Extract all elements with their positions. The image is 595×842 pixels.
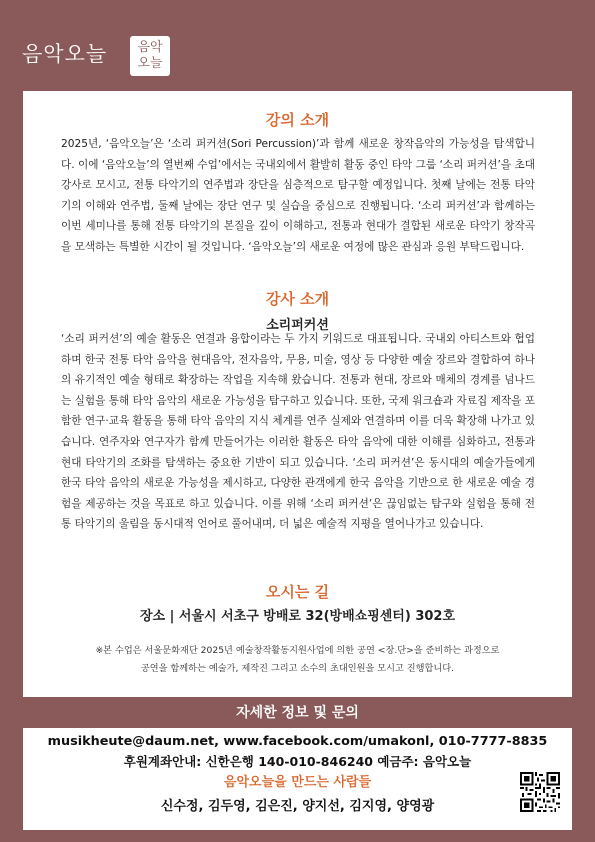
footnote-line2: 공연을 함께하는 예술가, 제작진 그리고 소수의 초대인원을 모시고 진행합니다.	[140, 663, 455, 674]
brand-logo-line2: 오늘	[137, 56, 163, 71]
location-text: 장소 | 서울시 서초구 방배로 32(방배쇼핑센터) 302호	[139, 609, 456, 624]
contact-info: musikheute@daum.net, www.facebook.com/umakonl, 010-7777-8835	[47, 734, 548, 749]
lecture-title: 강의 소개	[265, 111, 330, 129]
people-title: 음악오늘을 만드는 사람들	[223, 775, 372, 790]
contact-panel	[23, 728, 572, 830]
directions-title: 오시는 길	[265, 583, 330, 601]
header	[0, 0, 595, 88]
instructor-title: 강사 소개	[265, 290, 330, 308]
lecture-body: 2025년, ‘음악오늘’은 ‘소리 퍼커션(Sori Percussion)’과 함께 새로운 창작음악의 가능성을 탐색합니다. 이에 ‘음악오늘’의 열번째 수업’에서는 국내외에서 활발히 활동 중인 타악 그룹 ‘소리 퍼커션’을 초대 강사로 모시고, 전통 타악기의 연주법과 장단을 심층적으로 탐구할 예정입니다. 첫째 날에는 전통 타악기의 이해와 연주법, 둘째 날에는 장단 연구 및 실습을 중심으로 진행됩니다. ‘소리 퍼커션’과 함께하는 이번 세미나를 통해 전통 타악기의 본질을 깊이 이해하고, 전통과 현대가 결합된 새로운 타악기 창작곡을 모색하는 특별한 시간이 될 것입니다. ‘음악오늘’의 새로운 여정에 많은 관심과 응원 부탁드립니다.	[61, 138, 535, 253]
qr-code-icon	[520, 772, 560, 812]
brand-logo	[130, 36, 170, 76]
people-list: 신수정, 김두영, 김은진, 양지선, 김지영, 양영광	[160, 799, 435, 814]
main-panel	[23, 91, 572, 697]
contact-header: 자세한 정보 및 문의	[236, 705, 359, 721]
brand-logo-line1: 음악	[137, 40, 163, 55]
instructor-body: ‘소리 퍼커션’의 예술 활동은 연결과 융합이라는 두 가지 키워드로 대표됩니다. 국내외 아티스트와 협업하며 한국 전통 타악 음악을 현대음악, 전자음악, 무용, 미술, 영상 등 다양한 예술 장르와 결합하여 하나의 유기적인 예술 형태로 확장하는 작업을 지속해 왔습니다. 전통과 현대, 장르와 매체의 경계를 넘나드는 실험을 통해 타악 음악의 새로운 가능성을 탐구하고 있습니다. 또한, 국제 워크숍과 자료집 제작을 포함한 연구·교육 활동을 통해 타악 음악의 지식 체계를 연주 실제와 연결하며 이를 더욱 확장해 나가고 있습니다. 연주자와 연구자가 함께 만들어가는 이러한 활동은 타악 음악에 대한 이해를 심화하고, 전통과 현대 타악기의 조화를 탐색하는 중요한 기반이 되고 있습니다. ‘소리 퍼커션’은 동시대의 예술가들에게 한국 타악 음악의 새로운 가능성을 제시하고, 다양한 관객에게 한국 음악을 기반으로 한 새로운 예술 경험을 제공하는 것을 목표로 하고 있습니다. 이를 위해 ‘소리 퍼커션’은 끊임없는 탐구와 실험을 통해 전통 타악기의 울림을 동시대적 언어로 풀어내며, 더 넓은 예술적 지평을 열어나가고 있습니다.	[61, 333, 535, 531]
instructor-name: 소리퍼커션	[266, 318, 329, 333]
brand-name: 음악오늘	[22, 42, 108, 66]
footnote-line1: ※본 수업은 서울문화재단 2025년 예술창작활동지원사업에 의한 공연 <장.단>을 준비하는 과정으로	[95, 645, 500, 656]
donation-account: 후원계좌안내: 신한은행 140-010-846240 예금주: 음악오늘	[123, 754, 472, 769]
footnote	[53, 642, 542, 678]
